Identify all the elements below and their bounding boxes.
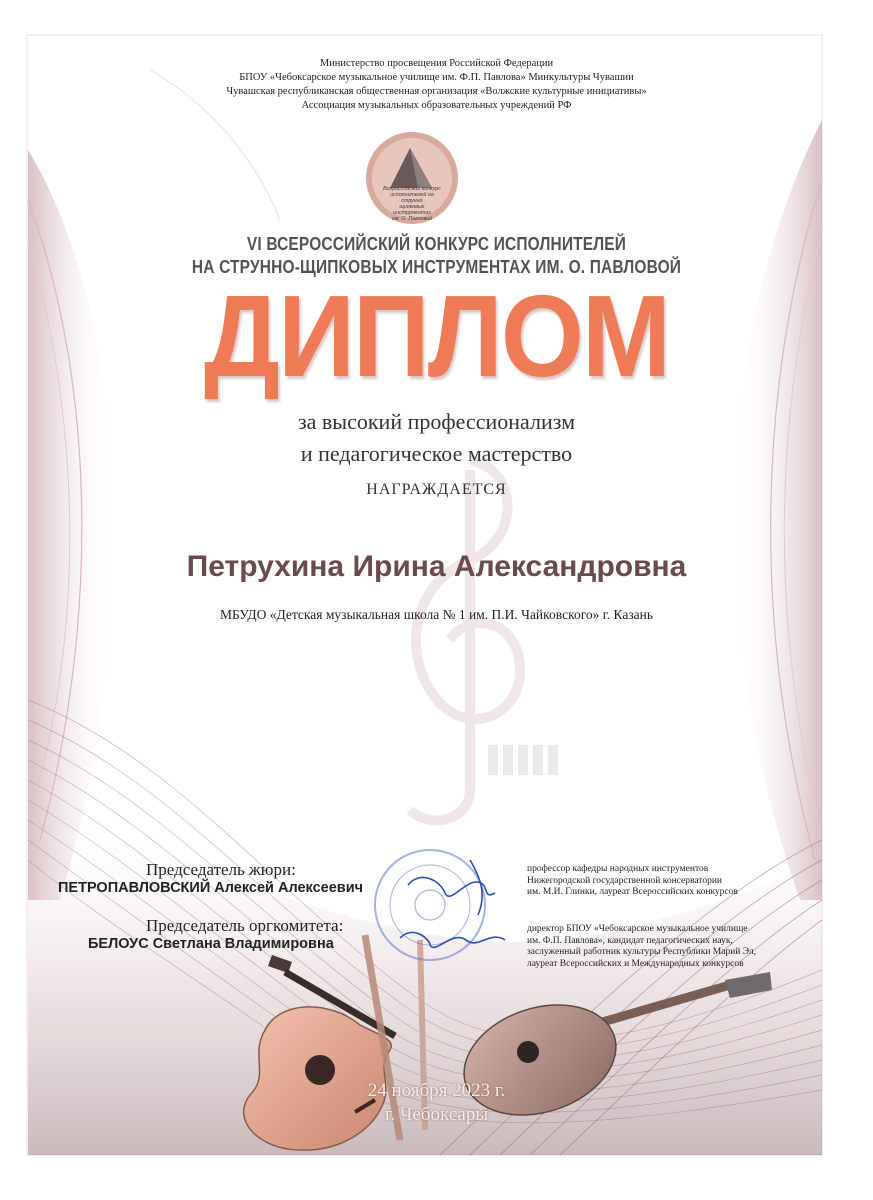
logo-text-line4: им. О. Павловой — [391, 216, 433, 222]
jury-chair-role: Председатель жюри: — [146, 860, 296, 879]
diploma-title: ДИПЛОМ — [203, 271, 670, 401]
award-city: г. Чебоксары — [384, 1104, 489, 1125]
jury-chair-description — [527, 864, 738, 899]
logo-text-line3: щипковых инструментах — [393, 204, 431, 216]
logo-text-line1: Всероссийский конкурс — [383, 186, 441, 192]
contest-logo — [364, 130, 460, 226]
merit-line2: и педагогическое мастерство — [300, 441, 573, 466]
jury-chair-desc-line: профессор кафедры народных инструментов — [527, 864, 709, 874]
recipient-school: МБУДО «Детская музыкальная школа № 1 им. П.И. Чайковского» г. Казань — [219, 607, 654, 622]
header-ministry: Министерство просвещения Российской Федерации — [319, 58, 554, 69]
signature-jury-chair — [408, 860, 495, 915]
header-organization: Чувашская республиканская общественная организация «Волжские культурные инициативы» — [226, 86, 647, 97]
awarded-label: НАГРАЖДАЕТСЯ — [366, 481, 507, 498]
award-date: 24 ноября 2023 г. — [367, 1080, 506, 1101]
org-chair-description — [527, 924, 756, 970]
jury-chair-desc-line: Нижегородской государственной консерватории — [527, 875, 723, 886]
header-association: Ассоциация музыкальных образовательных учреждений РФ — [301, 100, 572, 111]
merit-line1: за высокий профессионализм — [297, 409, 576, 434]
jury-chair-name: ПЕТРОПАВЛОВСКИЙ Алексей Алексеевич — [58, 880, 364, 896]
contest-title-line1: VI ВСЕРОССИЙСКИЙ КОНКУРС ИСПОЛНИТЕЛЕЙ — [246, 234, 627, 254]
recipient-name: Петрухина Ирина Александровна — [186, 550, 687, 583]
logo-text-line2: исполнителей на струнно — [390, 192, 434, 204]
org-chair-desc-line: лауреат Всероссийских и Международных конкурсов — [527, 958, 744, 969]
org-chair-desc-line: заслуженный работник культуры Республики Марий Эл, — [527, 947, 757, 957]
org-chair-desc-line: директор БПОУ «Чебоксарское музыкальное училище — [527, 924, 748, 934]
header-college: БПОУ «Чебоксарское музыкальное училище им. Ф.П. Павлова» Минкультуры Чувашии — [239, 72, 634, 83]
org-chair-name: БЕЛОУС Светлана Владимировна — [88, 936, 334, 952]
org-chair-desc-line: им. Ф.П. Павлова», кандидат педагогических наук, — [527, 935, 733, 946]
jury-chair-desc-line: им. М.И. Глинки, лауреат Всероссийских конкурсов — [527, 887, 738, 897]
org-chair-role: Председатель оргкомитета: — [146, 916, 344, 935]
contest-title-line2: НА СТРУННО-ЩИПКОВЫХ ИНСТРУМЕНТАХ ИМ. О. ПАВЛОВОЙ — [191, 257, 682, 277]
